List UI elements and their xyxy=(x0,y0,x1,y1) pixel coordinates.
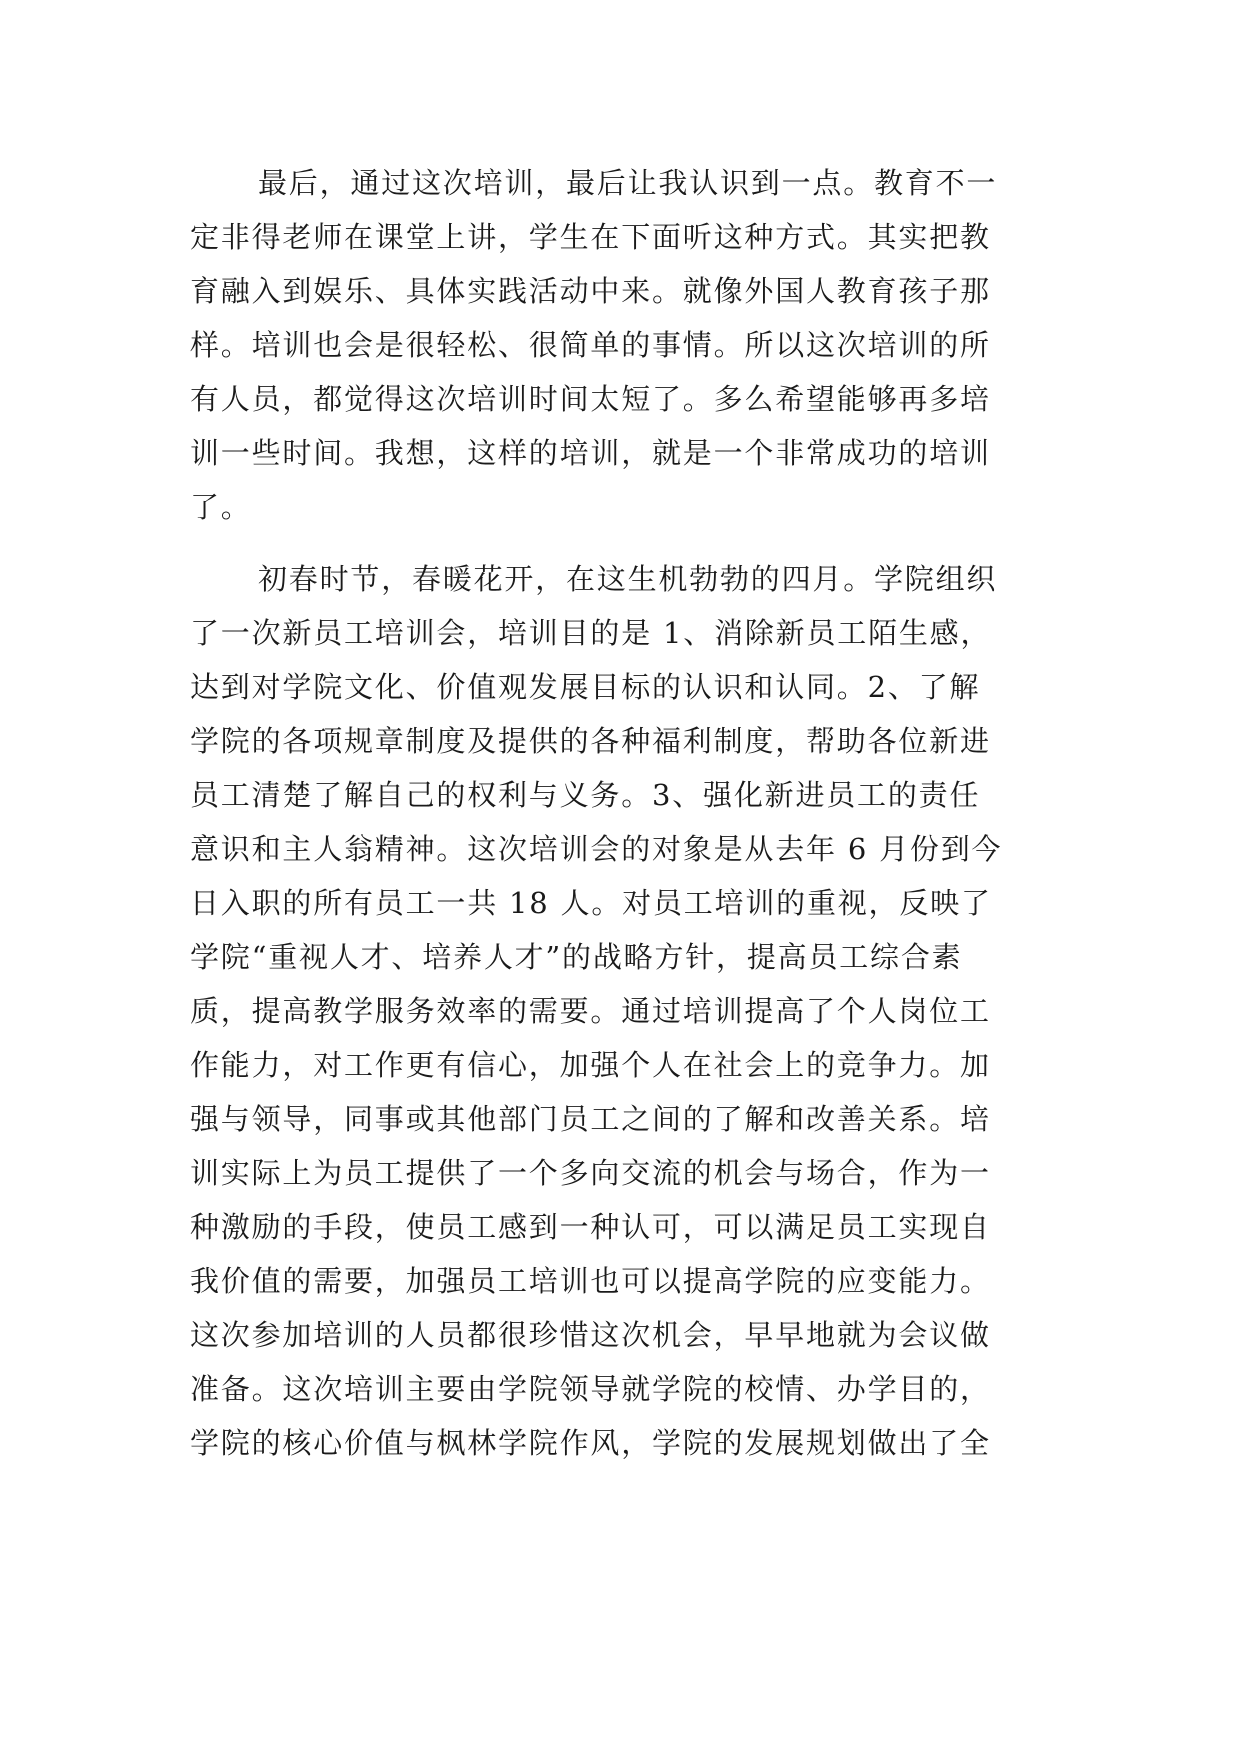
text-line: 学院的核心价值与枫林学院作风，学院的发展规划做出了全 xyxy=(190,1426,991,1460)
text-line: 作能力，对工作更有信心，加强个人在社会上的竞争力。加 xyxy=(190,1048,991,1082)
text-line: 了。 xyxy=(190,490,252,524)
text-line: 强与领导，同事或其他部门员工之间的了解和改善关系。培 xyxy=(190,1102,991,1136)
document-body xyxy=(190,156,1070,1470)
text-line: 准备。这次培训主要由学院领导就学院的校情、办学目的， xyxy=(190,1372,991,1406)
text-line: 训一些时间。我想，这样的培训，就是一个非常成功的培训 xyxy=(190,436,991,470)
text-line: 定非得老师在课堂上讲，学生在下面听这种方式。其实把教 xyxy=(190,220,991,254)
text-line: 初春时节，春暖花开，在这生机勃勃的四月。学院组织 xyxy=(258,562,998,596)
text-line: 这次参加培训的人员都很珍惜这次机会，早早地就为会议做 xyxy=(190,1318,991,1352)
text-line: 训实际上为员工提供了一个多向交流的机会与场合，作为一 xyxy=(190,1156,991,1190)
paragraph-2 xyxy=(190,552,1070,1470)
paragraph-1 xyxy=(190,156,1070,534)
text-line: 质，提高教学服务效率的需要。通过培训提高了个人岗位工 xyxy=(190,994,991,1028)
text-line: 学院“重视人才、培养人才”的战略方针，提高员工综合素 xyxy=(190,940,963,974)
text-line: 样。培训也会是很轻松、很简单的事情。所以这次培训的所 xyxy=(190,328,991,362)
text-line: 我价值的需要，加强员工培训也可以提高学院的应变能力。 xyxy=(190,1264,991,1298)
text-line: 达到对学院文化、价值观发展目标的认识和认同。2、了解 xyxy=(190,670,981,704)
text-line: 最后，通过这次培训，最后让我认识到一点。教育不一 xyxy=(258,166,998,200)
text-line: 育融入到娱乐、具体实践活动中来。就像外国人教育孩子那 xyxy=(190,274,991,308)
text-line: 意识和主人翁精神。这次培训会的对象是从去年 6 月份到今 xyxy=(190,832,1003,866)
text-line: 了一次新员工培训会，培训目的是 1、消除新员工陌生感， xyxy=(190,616,992,650)
text-line: 有人员，都觉得这次培训时间太短了。多么希望能够再多培 xyxy=(190,382,991,416)
text-line: 学院的各项规章制度及提供的各种福利制度，帮助各位新进 xyxy=(190,724,991,758)
paragraph-spacer xyxy=(190,534,1070,552)
text-line: 日入职的所有员工一共 18 人。对员工培训的重视，反映了 xyxy=(190,886,992,920)
text-line: 员工清楚了解自己的权利与义务。3、强化新进员工的责任 xyxy=(190,778,981,812)
text-line: 种激励的手段，使员工感到一种认可，可以满足员工实现自 xyxy=(190,1210,991,1244)
